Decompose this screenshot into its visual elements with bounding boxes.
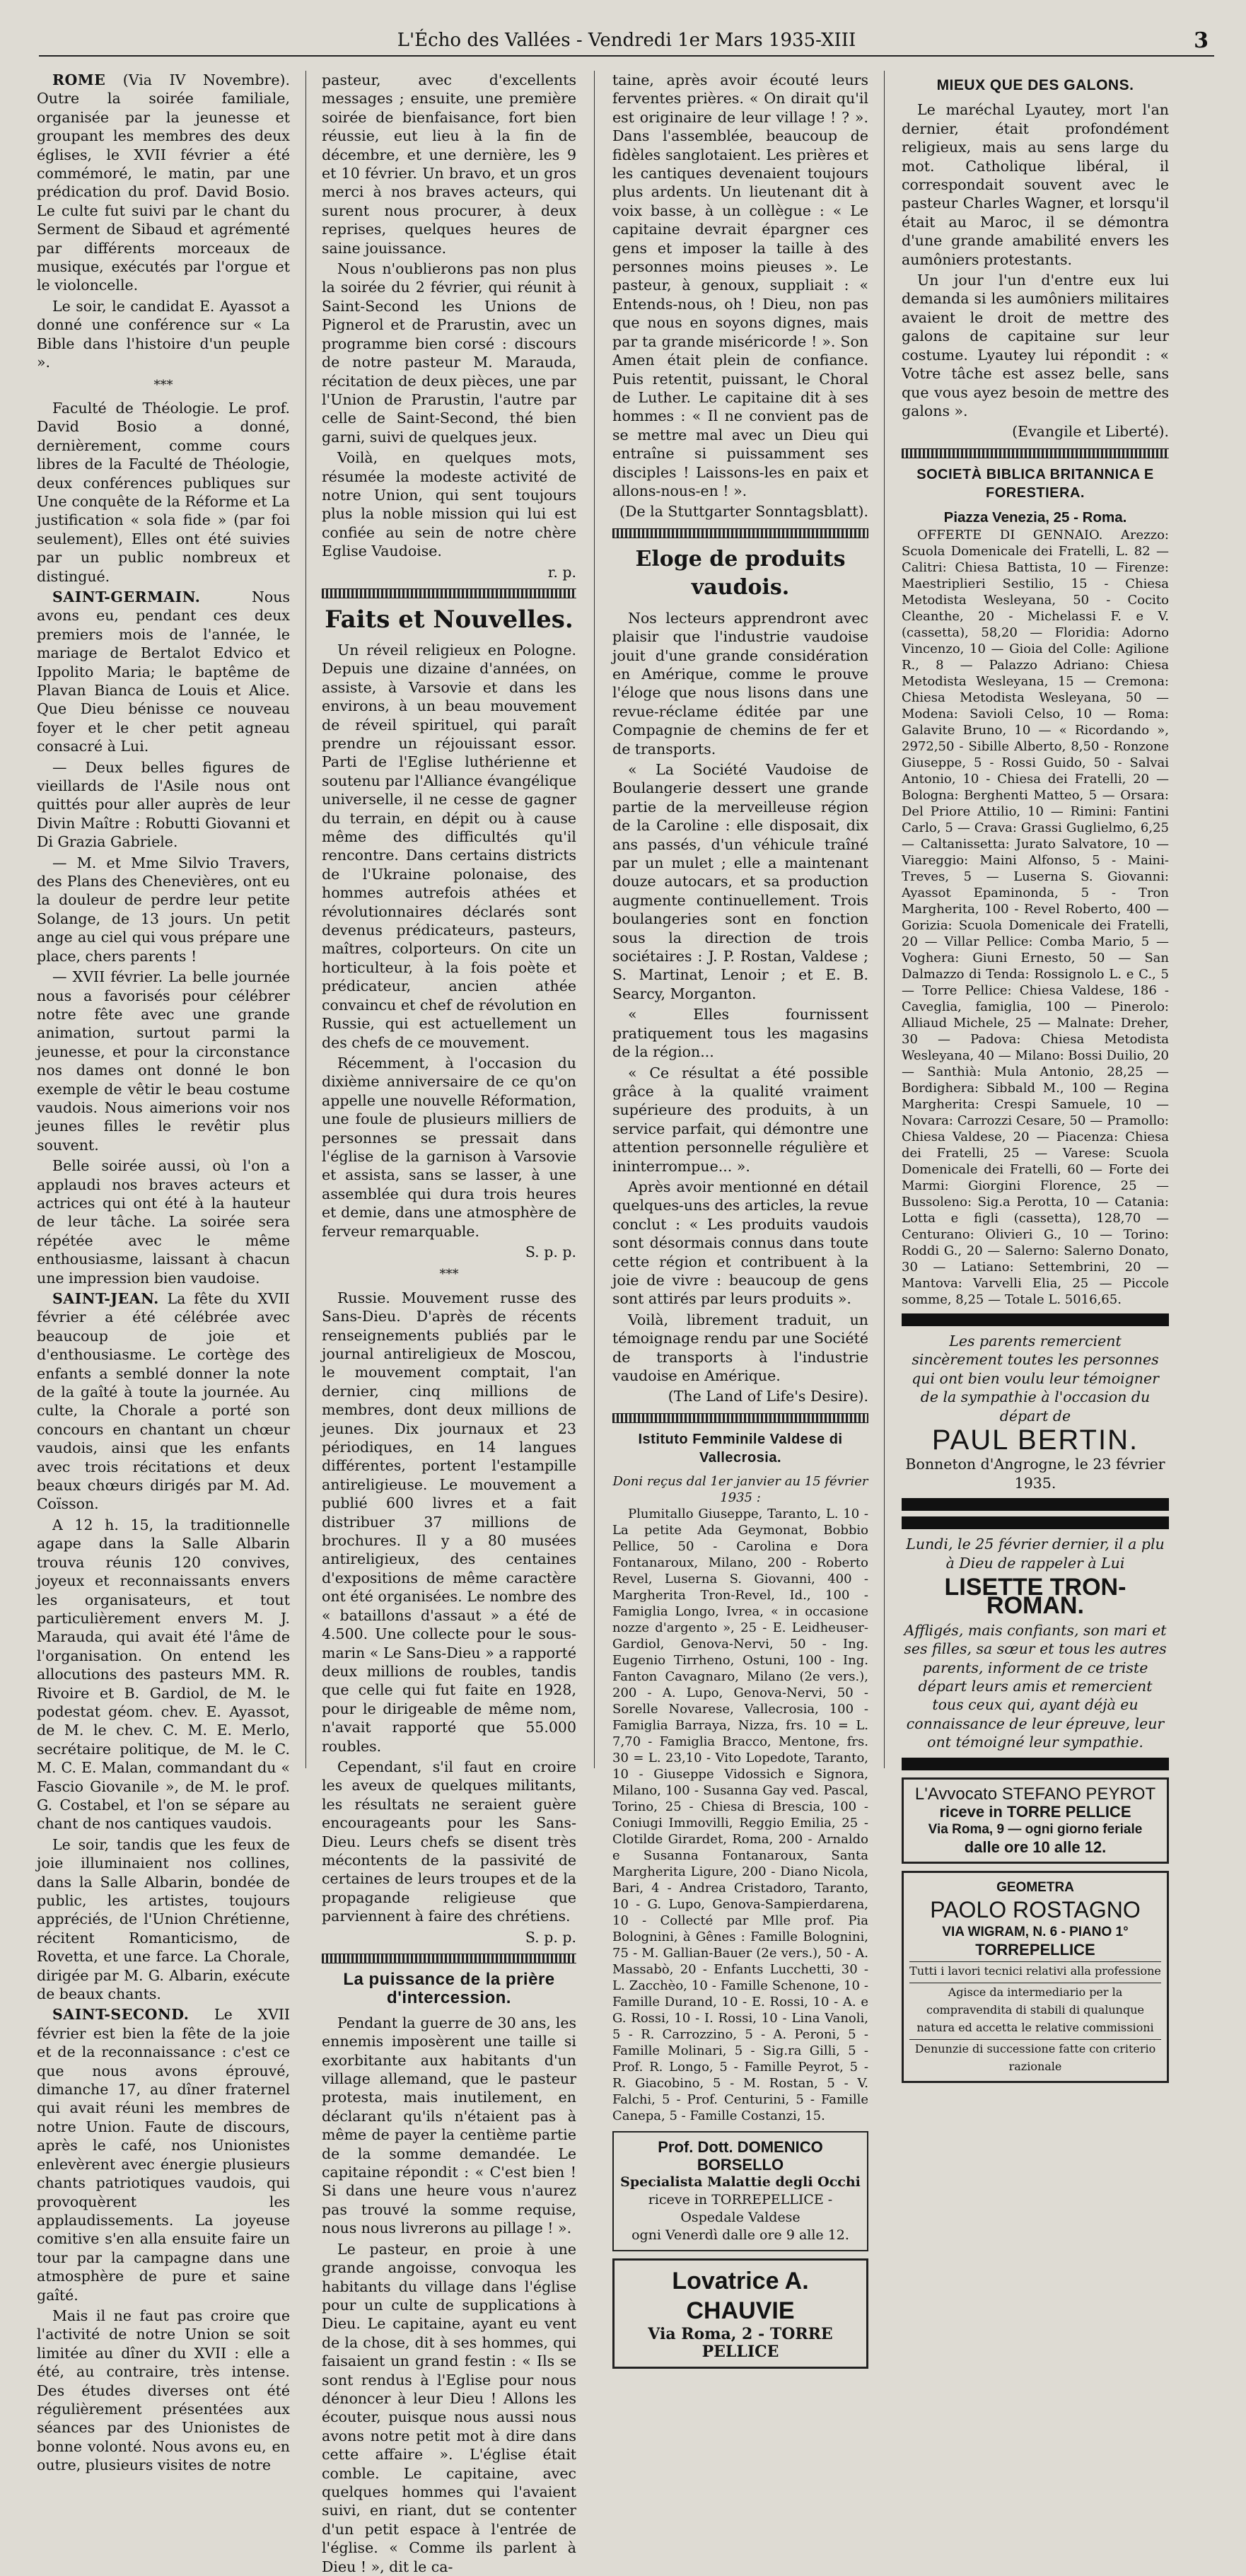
signature: r. p.: [547, 563, 576, 581]
separator-stars: ***: [153, 377, 173, 393]
article-text: (Via IV Novembre). Outre la soirée familiale, organisée par la jeunesse et groupant les membres des deux églises, le XVII février a été commémoré, le matin, par une prédication du prof. David Bosio. Le culte fut suivi par le chant du Serment de Sibaud et agrémenté par différents morceaux de musique, exécutés par l'orgue et le violoncelle.: [37, 71, 290, 294]
article-text: — XVII février. La belle journée nous a favorisés pour célébrer notre fête avec une grande animation, surtout parmi la jeunesse, et pour la circonstance nos dames ont donné le bon exemple de vêtir le beau costume vaudois. Nous aimerions voir nos jeunes filles le revêtir plus souvent.: [37, 968, 290, 1154]
section-heading: SAINT-JEAN.: [52, 1290, 159, 1307]
ad-borsello: [612, 2131, 868, 2251]
ornamental-rule: [612, 528, 868, 538]
article-text: Belle soirée aussi, où l'on a applaudi nos braves acteurs et actrices qui ont été à la hauteur de leur tâche. La soirée sera répétée avec le même enthousiasme, laissant à chacun une impression bien vaudoise.: [37, 1157, 290, 1287]
source-credit: (The Land of Life's Desire).: [668, 1388, 868, 1405]
article-saint-germain: [37, 588, 290, 756]
separator-stars: ***: [439, 1267, 459, 1282]
mourning-bar: [902, 1313, 1169, 1326]
ornamental-rule: [322, 588, 576, 598]
article-text: — Deux belles figures de vieillards de l'Asile nous ont quittés pour aller auprès de leur Divin Maître : Robutti Giovanni et Di Grazia Gabriele.: [37, 758, 290, 851]
mourning-bar: [902, 1758, 1169, 1770]
ad-line: riceve in TORRE PELLICE: [939, 1802, 1131, 1821]
masthead-title: L'Écho des Vallées - Vendredi 1er Mars 1935-XIII: [397, 30, 856, 51]
ad-peyrot: [902, 1777, 1169, 1864]
article-title: Eloge de produits vaudois.: [635, 546, 846, 600]
notice-place-date: Bonneton d'Angrogne, le 23 février 1935.: [905, 1456, 1165, 1492]
article-text: « Elles fournissent pratiquement tous les magasins de la région...: [612, 1006, 868, 1061]
article-saint-second: [37, 2005, 290, 2304]
notice-text: Lundi, le 25 février dernier, il a plu à Dieu de rappeler à Lui: [906, 1536, 1165, 1572]
ad-line: VIA WIGRAM, N. 6 - PIANO 1°: [942, 1924, 1129, 1939]
column-2: [322, 71, 576, 2575]
article-text: Le maréchal Lyautey, mort l'an dernier, était profondément religieux, mais au sens large du mot. Catholique libéral, il correspondait souvent avec le pasteur Charles Wagner, et lorsqu'il était au Maroc, il se démontra d'une grande amabilité envers les aumôniers protestants.: [902, 101, 1169, 268]
article-text: Voilà, librement traduit, un témoignage rendu par une Société de transports à l'industrie vaudoise en Amérique.: [612, 1311, 868, 1384]
ad-name: Prof. Dott. DOMENICO BORSELLO: [658, 2137, 823, 2174]
article-text: Cependant, s'il faut en croire les aveux de quelques militants, les résultats ne seraient guère encourageants pour les Sans-Dieu. Leurs chefs se disent très mécontents de la passivité de certaines de leurs troupes et de la propagande religieuse que parviennent à faire des chrétiens.: [322, 1758, 576, 1925]
ad-line: Via Roma, 9 — ogni giorno feriale: [928, 1821, 1143, 1837]
article-title: Istituto Femminile Valdese di Vallecrosia.: [638, 1431, 843, 1466]
deceased-name: PAUL BERTIN.: [931, 1424, 1139, 1456]
article-text: Nos lecteurs apprendront avec plaisir que l'industrie vaudoise jouit d'une grande considération en Amérique, comme le prouve l'éloge que nous lisons dans une revue-réclame éditée par une Compagnie de chemins de fer et de transports.: [612, 609, 868, 758]
ornamental-rule: [322, 1954, 576, 1963]
section-heading: ROME: [52, 71, 106, 88]
column-3: [612, 71, 868, 2361]
section-title: Faits et Nouvelles.: [325, 605, 573, 634]
article-text: Voilà, en quelques mots, résumée la modeste activité de notre Union, qui sent toujours plus la noble mission qui lui est confiée au sein de notre chère Eglise Vaudoise.: [322, 449, 576, 560]
column-rule: [594, 71, 595, 1768]
ad-chauvie: [612, 2258, 868, 2369]
column-rule: [884, 71, 885, 1768]
article-text: A 12 h. 15, la traditionnelle agape dans la Salle Albarin trouva réunis 120 convives, joyeux et reconnaissants envers les organisateurs, et tout particulièrement envers M. J. Marauda, qui avait été l'âme de l'organisation. On entend les allocutions des pasteurs MM. R. Rivoire et B. Gardiol, de M. le podestat géom. chev. E. Ayassot, de M. le chev. C. M. E. Merlo, secrétaire politique, de M. le C. M. C. E. Malan, commandant du « Fascio Giovanile », de M. le prof. G. Costabel, et l'on se sépare au chant de nos cantiques vaudois.: [37, 1516, 290, 1833]
page-number: 3: [1194, 28, 1209, 53]
article-saint-jean: [37, 1289, 290, 1514]
ad-line: GEOMETRA: [996, 1879, 1074, 1895]
mourning-bar: [902, 1516, 1169, 1529]
ad-line: dalle ore 10 alle 12.: [964, 1838, 1107, 1856]
article-text: Faculté de Théologie. Le prof. David Bosio a donné, dernièrement, comme cours libres de la Faculté de Théologie, deux conférences publiques sur Une conquête de la Réforme et La justification « sola fide » (par foi seulement), Elles ont été suivies par un public nombreux et distingué.: [37, 399, 290, 585]
ornamental-rule: [612, 1413, 868, 1423]
article-text: Mais il ne faut pas croire que l'activité de notre Union se soit limitée au dîner du XVII : elle a été, au contraire, très intense. Des études diverses ont été régulièrement présentées aux séances par des Unionistes de bonne volonté. Nous avons eu, en outre, plusieurs visites de notre: [37, 2307, 290, 2474]
ad-name: L'Avvocato STEFANO PEYROT: [914, 1784, 1156, 1804]
article-text: Le soir, tandis que les feux de joie illuminaient nos collines, dans la Salle Albarin, bondée de public, les artistes, toujours appréciés, de l'Union Chrétienne, récitent Romanticismo, de Rovetta, et une farce. La Chorale, dirigée par M. G. Albarin, exécute de beaux chants.: [37, 1835, 290, 2003]
mourning-bar: [902, 1498, 1169, 1511]
article-text: taine, après avoir écouté leurs ferventes prières. « On dirait qu'il est originaire de leur village ! ? ». Dans l'assemblée, beaucoup de fidèles sanglotaient. Les prières et les cantiques devenaient toujours plus ardents. Un lieutenant dit à voix basse, à un collègue : « Le capitaine devrait épargner ces gens et imposer la taille à des personnes moins pieuses ». Le pasteur, à genoux, suppliait : « Entends-nous, oh ! Dieu, non pas que nous en soyons dignes, mais par ta grande miséricorde ! ». Son Amen était plein de confiance. Puis retentit, puissant, le Choral de Luther. Le capitaine dit à ses hommes : « Il ne convient pas de se mettre mal avec un Dieu qui entraîne si puissamment ses disciples ! Laissons-les en paix et allons-nous-en ! ».: [612, 71, 868, 499]
article-text: Un jour l'un d'entre eux lui demanda si les aumôniers militaires avaient le droit de mettre des galons de capitaine sur leur costume. Lyautey lui répondit : « Votre tâche est assez belle, sans que vous ayez besoin de mettre des galons ».: [902, 272, 1169, 419]
ad-line: TORREPELLICE: [975, 1940, 1095, 1959]
article-text: Nous n'oublierons pas non plus la soirée du 2 février, qui réunit à Saint-Second les Unions de Pignerol et de Prarustin, avec un programme bien corsé : discours de notre pasteur M. Marauda, récitation de deux pièces, une par l'Union de Prarustin, l'autre par celle de Saint-Second, thé bien garni, suivi de quelques jeux.: [322, 260, 576, 446]
column-4: [902, 71, 1169, 2073]
ad-line: Specialista Malattie degli Occhi: [620, 2174, 861, 2190]
article-text: Un réveil religieux en Pologne. Depuis une dizaine d'années, on assiste, à Varsovie et dans les environs, à un beau mouvement de réveil spirituel, qui paraît prendre un réjouissant essor. Parti de l'Eglise luthérienne et soutenu par l'Alliance évangélique universelle, il ne cesse de gagner du terrain, en dépit ou à cause même des difficultés qu'il rencontre. Dans certains districts de l'Ukraine polonaise, des hommes autrefois athées et révolutionnaires déclarés sont devenus prédicateurs, pasteurs, maîtres, colporteurs. On cite un horticulteur, à la fois poète et prédicateur, ancien athée convaincu et chef de révolution en Russie, qui est actuellement un des chefs de ce mouvement.: [322, 641, 576, 1051]
article-text: Le soir, le candidat E. Ayassot a donné une conférence sur « La Bible dans l'histoire d'un peuple ».: [37, 297, 290, 371]
notice-text: Les parents remercient sincèrement toutes les personnes qui ont bien voulu leur témoigner de la sympathie à l'occasion du départ de: [912, 1332, 1159, 1425]
notice-text: Affligés, mais confiants, son mari et ses filles, sa sœur et tous les autres parents, informent de ce triste départ leurs amis et remercient tous ceux qui, ayant déjà eu connaissance de leur épreuve, leur ont témoigné leur sympathie.: [904, 1621, 1167, 1751]
source-credit: (Evangile et Liberté).: [1012, 423, 1169, 441]
article-text: « Ce résultat a été possible grâce à la qualité vraiment supérieure des produits, à un service parfait, qui démontre une attention personnelle régulière et ininterrompue... ».: [612, 1064, 868, 1175]
signature: S. p. p.: [525, 1243, 576, 1260]
ad-line: Agisce da intermediario per la compravendita di stabili di qualunque natura ed accetta le relative commissioni: [909, 1983, 1161, 2036]
article-rome: [37, 71, 290, 295]
signature: S. p. p.: [525, 1928, 576, 1946]
article-text: Après avoir mentionné en détail quelques-uns des articles, la revue conclut : « Les produits vaudois sont désormais connus dans toute cette région et contribuent à la joie de vivre : beaucoup de gens sont attirés par leurs produits ».: [612, 1178, 868, 1308]
article-title: MIEUX QUE DES GALONS.: [936, 77, 1134, 93]
article-text: Le pasteur, en proie à une grande angoisse, convoqua les habitants du village dans l'église pour un culte de supplications à Dieu. Le capitaine, ayant eu vent de la chose, dit à ses hommes, qui faisaient un grand festin : « Ils se sont rendus à l'Eglise pour nous dénoncer à leur Dieu ! Allons les écouter, puisque nous aussi nous avons notre petit mot à dire dans cette affaire ». L'église était comble. Le capitaine, avec quelques hommes qui l'avaient suivi, en riant, dut se contenter d'un petit espace à l'entrée de l'église. « Comme ils parlent à Dieu ! », dit le ca-: [322, 2240, 576, 2575]
column-1: [37, 71, 290, 2474]
donations-subtitle: Doni reçus dal 1er janvier au 15 février 1935 :: [612, 1473, 868, 1505]
source-credit: (De la Stuttgarter Sonntagsblatt).: [619, 503, 868, 521]
article-title: SOCIETÀ BIBLICA BRITANNICA E FORESTIERA.: [916, 466, 1154, 501]
article-text: La fête du XVII février a été célébrée avec beaucoup de joie et d'enthousiasme. Le cortège des enfants a semblé donner la note de la gaîté à toute la journée. Au culte, la Chorale a porté son concours en chantant un chœur vaudois, ainsi que les enfants avec trois récitations et deux beaux chœurs dirigés par M. Ad. Coïsson.: [37, 1290, 290, 1513]
ornamental-rule: [902, 448, 1169, 458]
section-heading: SAINT-SECOND.: [52, 2006, 190, 2024]
deceased-name: LISETTE TRON-ROMAN.: [944, 1574, 1126, 1620]
article-text: Le XVII février est bien la fête de la joie et de la reconnaissance : c'est ce que nous avons éprouvé, dimanche 17, au dîner fraternel qui avait réuni les membres de notre Union. Faute de discours, après le café, nos Unionistes enlevèrent avec énergie plusieurs chants patriotiques vaudois, qui provoquèrent les applaudissements. La joyeuse comitive s'en alla ensuite faire un tour par la campagne dans une atmosphère de pure et saine gaîté.: [37, 2006, 290, 2304]
ad-line: Tutti i lavori tecnici relativi alla professione: [909, 1961, 1161, 1980]
article-text: — M. et Mme Silvio Travers, des Plans des Chenevières, ont eu la douleur de perdre leur petite Solange, de 13 jours. Un petit ange au ciel qui vous prépare une place, chers parents !: [37, 854, 290, 965]
article-text: Pendant la guerre de 30 ans, les ennemis imposèrent une taille si exorbitante aux habitants d'un village allemand, que le pasteur protesta, mais inutilement, en déclarant qu'ils n'étaient pas à même de payer la centième partie de la somme demandée. Le capitaine répondit : « C'est bien ! Si dans une heure vous n'aurez pas trouvé la somme requise, nous nous livrerons au pillage ! ».: [322, 2014, 576, 2237]
article-text: Nous avons eu, pendant ces deux premiers mois de l'année, le mariage de Bertalot Edvico et Ippolito Maria; le baptême de Plavan Bianca de Louis et Alice. Que Dieu bénisse ce nouveau foyer et le cher petit agneau consacré à Lui.: [37, 588, 290, 755]
donations-list: OFFERTE DI GENNAIO. Arezzo: Scuola Domenicale dei Fratelli, L. 82 — Calitri: Chiesa Battista, 10 — Firenze: Maestriplieri Sestilio, 15 - Chiesa Metodista Wesleyana, 50 - Cocito Cleanthe, 20 - Michelassi F. e V. (cassetta), 58,20 — Floridia: Adorno Vincenzo, 10 — Gioia del Colle: Agilione R., 8 — Palazzo Adriano: Chiesa Metodista Wesleyana, 15 — Cremona: Chiesa Metodista Wesleyana, 50 — Modena: Savioli Celso, 10 — Roma: Galavite Bruno, 10 — « Ricordando », 2972,50 - Sibille Alberto, 8,50 - Ronzone Giuseppe, 5 - Rossi Guido, 50 - Salvai Antonio, 10 - Chiesa dei Fratelli, 20 — Bologna: Berghenti Matteo, 5 — Orsara: Del Priore Attilio, 10 — Rimini: Fantini Carlo, 5 — Crava: Grassi Guglielmo, 6,25 — Caltanissetta: Jurato Salvatore, 10 — Viareggio: Maini Alfonso, 5 - Maini-Treves, 5 — Luserna S. Giovanni: Ayassot Epaminonda, 5 - Tron Margherita, 100 - Revel Roberto, 400 — Gorizia: Scuola Domenicale dei Fratelli, 20 — Villar Pellice: Comba Mario, 5 — Voghera: Giuni Ernesto, 50 — San Dalmazzo di Tenda: Rossignolo L. e C., 5 — Torre Pellice: Chiesa Valdese, 186 - Caveglia, famiglia, 100 — Pinerolo: Alliaud Michele, 25 — Malnate: Dreher, 30 — Padova: Chiesa Metodista Wesleyana, 40 — Milano: Bossi Duilio, 20 — Santhià: Mula Antonio, 28,25 — Bordighera: Sibbald M., 100 — Regina Margherita: Crespi Samuele, 10 — Novara: Carrozzi Cesare, 50 — Pramollo: Chiesa Valdese, 20 — Piacenza: Chiesa dei Fratelli, 25 — Varese: Scuola Domenicale dei Fratelli, 60 — Forte dei Marmi: Giorgini Florence, 25 — Bussoleno: Sig.a Perotta, 10 — Catania: Lotta e figli (cassetta), 128,70 — Centurano: Olivieri G., 10 — Torino: Roddi G., 20 — Salerno: Salerno Donato, 30 — Latiano: Settembrini, 20 — Mantova: Varvelli Elia, 25 — Piccole somme, 8,25 — Totale L. 5016,65.: [902, 527, 1169, 1307]
ad-line: ogni Venerdì dalle ore 9 alle 12.: [631, 2227, 849, 2243]
article-text: Récemment, à l'occasion du dixième anniversaire de ce qu'on appelle une nouvelle Réformation, une foule de plusieurs milliers de personnes se pressait dans l'église de la garnison à Varsovie et assista, sans se lasser, à une assemblée qui dura trois heures et demie, dans une atmosphère de ferveur remarquable.: [322, 1054, 576, 1240]
ad-line: riceve in TORREPELLICE - Ospedale Valdese: [648, 2191, 833, 2225]
column-rule: [305, 71, 306, 1768]
address-line: Piazza Venezia, 25 - Roma.: [943, 509, 1127, 526]
article-text: « La Société Vaudoise de Boulangerie dessert une grande partie de la merveilleuse région de la Caroline : elle disposait, dix ans passés, d'un véhicule traîné par un mulet ; elle a maintenant douze autocars, et sa production augmente continuellement. Trois boulangeries sont en fonction sous la direction de trois sociétaires : J. P. Rostan, Valdese ; S. Martinat, Lenoir ; et E. B. Searcy, Morganton.: [612, 761, 868, 1002]
section-heading: SAINT-GERMAIN.: [52, 588, 201, 605]
ad-name: Lovatrice A. CHAUVIE: [672, 2267, 809, 2324]
article-text: Russie. Mouvement russe des Sans-Dieu. D'après de récents renseignements publiés par le journal antireligieux de Moscou, le mouvement comptait, l'an dernier, cinq millions de membres, dont deux millions de jeunes. Dix journaux et 23 périodiques, en 14 langues différentes, portent l'estampille antireligieuse. Le mouvement a publié 600 livres et a fait distribuer 37 millions de brochures. Il y a 80 musées antireligieux, des centaines d'expositions de même caractère ont été organisées. Le nombre des « bataillons d'assaut » a été de 4.500. Une collecte pour le sous-marin « Le Sans-Dieu » a rapporté deux millions de roubles, tandis que celle qui fut faite en 1928, pour le dirigeable de même nom, n'avait rapporté que 55.000 roubles.: [322, 1289, 576, 1755]
article-text: pasteur, avec d'excellents messages ; ensuite, une première soirée de bienfaisance, fort bien réussie, eut lieu à la fin de décembre, et une dernière, les 9 et 10 février. Un bravo, et un gros merci à nos braves acteurs, qui surent nous procurer, à deux reprises, quelques heures de saine jouissance.: [322, 71, 576, 257]
ad-name: PAOLO ROSTAGNO: [930, 1896, 1141, 1922]
ad-line: Via Roma, 2 - TORRE PELLICE: [648, 2324, 833, 2361]
ad-rostagno: [902, 1871, 1169, 2083]
donations-list: Plumitallo Giuseppe, Taranto, L. 10 - La petite Ada Geymonat, Bobbio Pellice, 50 - Carolina e Dora Fontanaroux, Milano, 200 - Roberto Revel, Luserna S. Giovanni, 400 - Margherita Tron-Revel, Id., 100 - Famiglia Longo, Ivrea, « in occasione nozze d'argento », 25 - E. Leidheuser-Gardiol, Genova-Nervi, 50 - Ing. Eugenio Tirrheno, Ostuni, 100 - Ing. Fanton Cavagnaro, Milano (2e vers.), 200 - A. Lupo, Genova-Nervi, 50 - Sorelle Novarese, Vallecrosia, 100 - Famiglia Barraya, Nizza, frs. 10 = L. 7,70 - Famiglia Bracco, Mentone, frs. 30 = L. 23,10 - Vito Lopedote, Taranto, 10 - Giuseppe Vidossich e Signora, Milano, 100 - Susanna Gay ved. Pascal, Torino, 25 - Chiesa di Brescia, 100 - Coniugi Immovilli, Reggio Emilia, 25 - Clotilde Girardet, Roma, 200 - Arnaldo e Susanna Fontanaroux, Santa Margherita Ligure, 200 - Diano Nicola, Bari, 4 - Andrea Cristadoro, Taranto, 10 - G. Lupo, Genova-Sampierdarena, 10 - Collecté par Mlle prof. Pia Bolognini, à Gênes : Famille Bolognini, 75 - M. Gallian-Bauer (2e vers.), 50 - A. Massabò, 20 - Enfants Lucchetti, 30 - L. Zacchèo, 10 - Famille Schenone, 10 - Famille Durand, 10 - E. Rossi, 10 - A. e G. Rossi, 10 - I. Rossi, 10 - Lina Vanoli, 5 - R. Carrozzino, 5 - A. Peroni, 5 - Famille Molinari, 5 - Sig.ra Gilli, 5 - Prof. R. Longo, 5 - Famille Peyrot, 5 - R. Giacobino, 5 - M. Rostan, 5 - V. Falchi, 5 - Prof. Centurini, 5 - Famille Canepa, 5 - Famille Costanzi, 15.: [612, 1506, 868, 2123]
page-header: [39, 27, 1214, 57]
article-title: La puissance de la prière d'intercession.: [343, 1970, 555, 2008]
ad-line: Denunzie di successione fatte con criterio razionale: [909, 2039, 1161, 2075]
